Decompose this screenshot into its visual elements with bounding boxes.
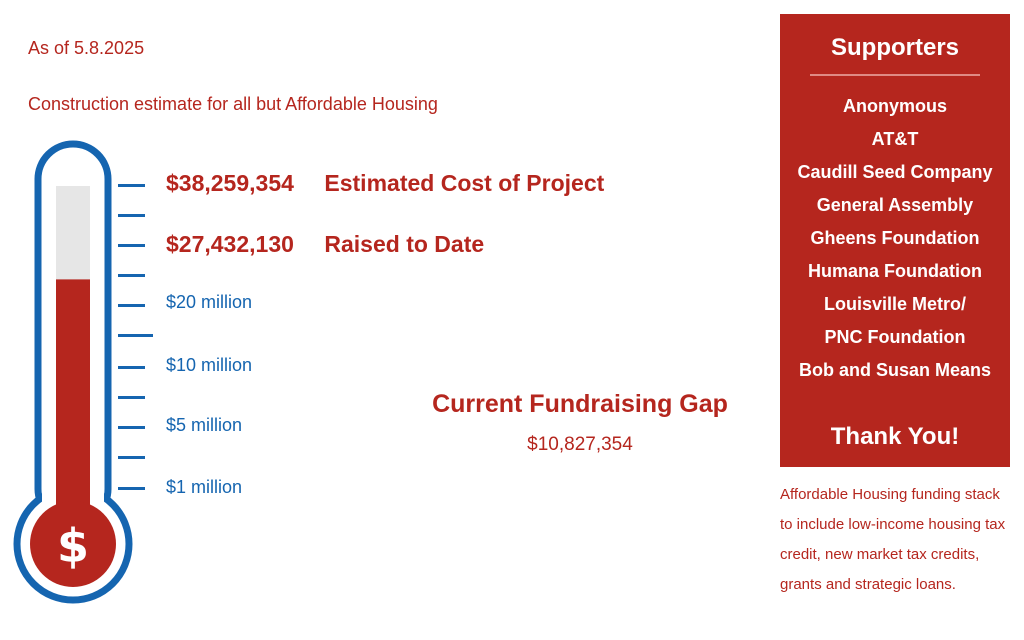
dollar-icon: $ — [56, 519, 90, 573]
supporters-panel — [780, 14, 1010, 467]
affordable-housing-note: Affordable Housing funding stack to include low-income housing tax credit, new market tax credits, grants and strategic loans. — [780, 486, 1006, 593]
thank-you-text: Thank You! — [830, 423, 960, 450]
tick-mark — [118, 184, 145, 187]
thermometer — [0, 0, 160, 640]
supporters-title: Supporters — [830, 34, 959, 61]
list-item: Humana Foundation — [808, 261, 982, 281]
list-item: Anonymous — [842, 96, 947, 116]
scale-label-10m: $10 million — [166, 355, 253, 375]
as-of-date: As of 5.8.2025 — [28, 38, 145, 58]
tick-mark — [118, 396, 145, 399]
tick-mark — [118, 487, 145, 490]
tick-mark — [118, 244, 145, 247]
estimated-cost-label: Estimated Cost of Project — [324, 170, 605, 196]
list-item: Bob and Susan Means — [798, 360, 992, 380]
scale-label-20m: $20 million — [166, 292, 253, 312]
tick-mark — [118, 274, 145, 277]
estimate-note: Construction estimate for all but Affordable Housing — [28, 94, 438, 114]
divider — [810, 74, 980, 76]
tick-mark — [118, 426, 145, 429]
supporters-list — [780, 90, 1010, 387]
tick-mark — [118, 214, 145, 217]
list-item: PNC Foundation — [824, 327, 966, 347]
list-item: AT&T — [871, 129, 919, 149]
list-item: Caudill Seed Company — [797, 162, 993, 182]
thermometer-fill — [56, 279, 90, 516]
tick-mark — [118, 456, 145, 459]
list-item: Gheens Foundation — [810, 228, 980, 248]
list-item: Louisville Metro/ — [823, 294, 967, 314]
tick-mark — [118, 366, 145, 369]
estimated-cost-amount: $38,259,354 — [166, 170, 294, 196]
raised-label: Raised to Date — [324, 231, 485, 257]
tick-mark — [118, 334, 153, 337]
scale-label-5m: $5 million — [166, 415, 243, 435]
raised-row — [166, 231, 484, 258]
tick-mark — [118, 304, 145, 307]
raised-amount: $27,432,130 — [166, 231, 294, 257]
scale-label-1m: $1 million — [166, 477, 243, 497]
estimated-cost-row — [166, 170, 604, 197]
fundraising-gap-value: $10,827,354 — [527, 434, 633, 455]
fundraising-gap-title: Current Fundraising Gap — [432, 390, 728, 418]
list-item: General Assembly — [816, 195, 974, 215]
